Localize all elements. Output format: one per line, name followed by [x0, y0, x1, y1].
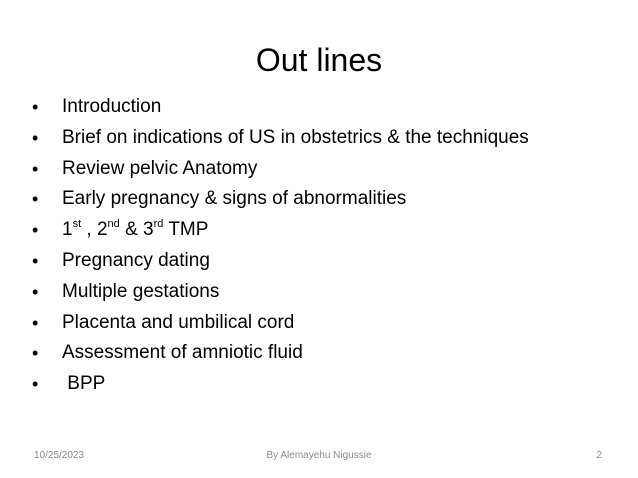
bullet-text: Assessment of amniotic fluid [62, 342, 303, 364]
footer-author: By Alemayehu Nigussie [266, 450, 372, 461]
list-item [32, 215, 612, 246]
bullet-list [32, 92, 612, 400]
bullet-text: Review pelvic Anatomy [62, 157, 258, 179]
bullet-icon: • [32, 158, 39, 179]
bullet-text: Pregnancy dating [62, 249, 210, 271]
bullet-text-part: TMP [163, 219, 209, 241]
bullet-icon: • [32, 374, 39, 395]
bullet-text: Early pregnancy & signs of abnormalities [62, 188, 407, 210]
list-item [32, 369, 612, 400]
list-item [32, 92, 612, 123]
bullet-text: Introduction [62, 96, 162, 117]
footer-page-number: 2 [596, 450, 602, 461]
list-item [32, 154, 612, 185]
bullet-icon: • [32, 281, 39, 302]
bullet-text: Placenta and umbilical cord [62, 311, 295, 333]
list-item [32, 308, 612, 339]
bullet-icon: • [32, 189, 39, 210]
bullet-text-trimesters [62, 215, 208, 246]
bullet-text: Multiple gestations [62, 280, 220, 302]
list-item [32, 338, 612, 369]
bullet-icon: • [32, 97, 39, 117]
slide-title: Out lines [255, 42, 383, 78]
bullet-icon: • [32, 343, 39, 364]
footer-date: 10/25/2023 [34, 450, 85, 461]
list-item [32, 184, 612, 215]
bullet-text: BPP [62, 373, 106, 395]
bullet-icon: • [32, 127, 39, 148]
list-item [32, 123, 612, 154]
superscript: rd [153, 218, 164, 231]
bullet-text-part: 1 [62, 219, 73, 241]
bullet-text-part: , 2 [81, 219, 108, 241]
bullet-icon: • [32, 250, 39, 271]
superscript: st [72, 218, 82, 231]
bullet-icon: • [32, 220, 39, 241]
bullet-icon: • [32, 312, 39, 333]
bullet-text: Brief on indications of US in obstetrics & the techniques [62, 126, 529, 148]
list-item [32, 277, 612, 308]
superscript: nd [107, 218, 120, 231]
list-item [32, 246, 612, 277]
bullet-text-part: & 3 [119, 219, 154, 241]
